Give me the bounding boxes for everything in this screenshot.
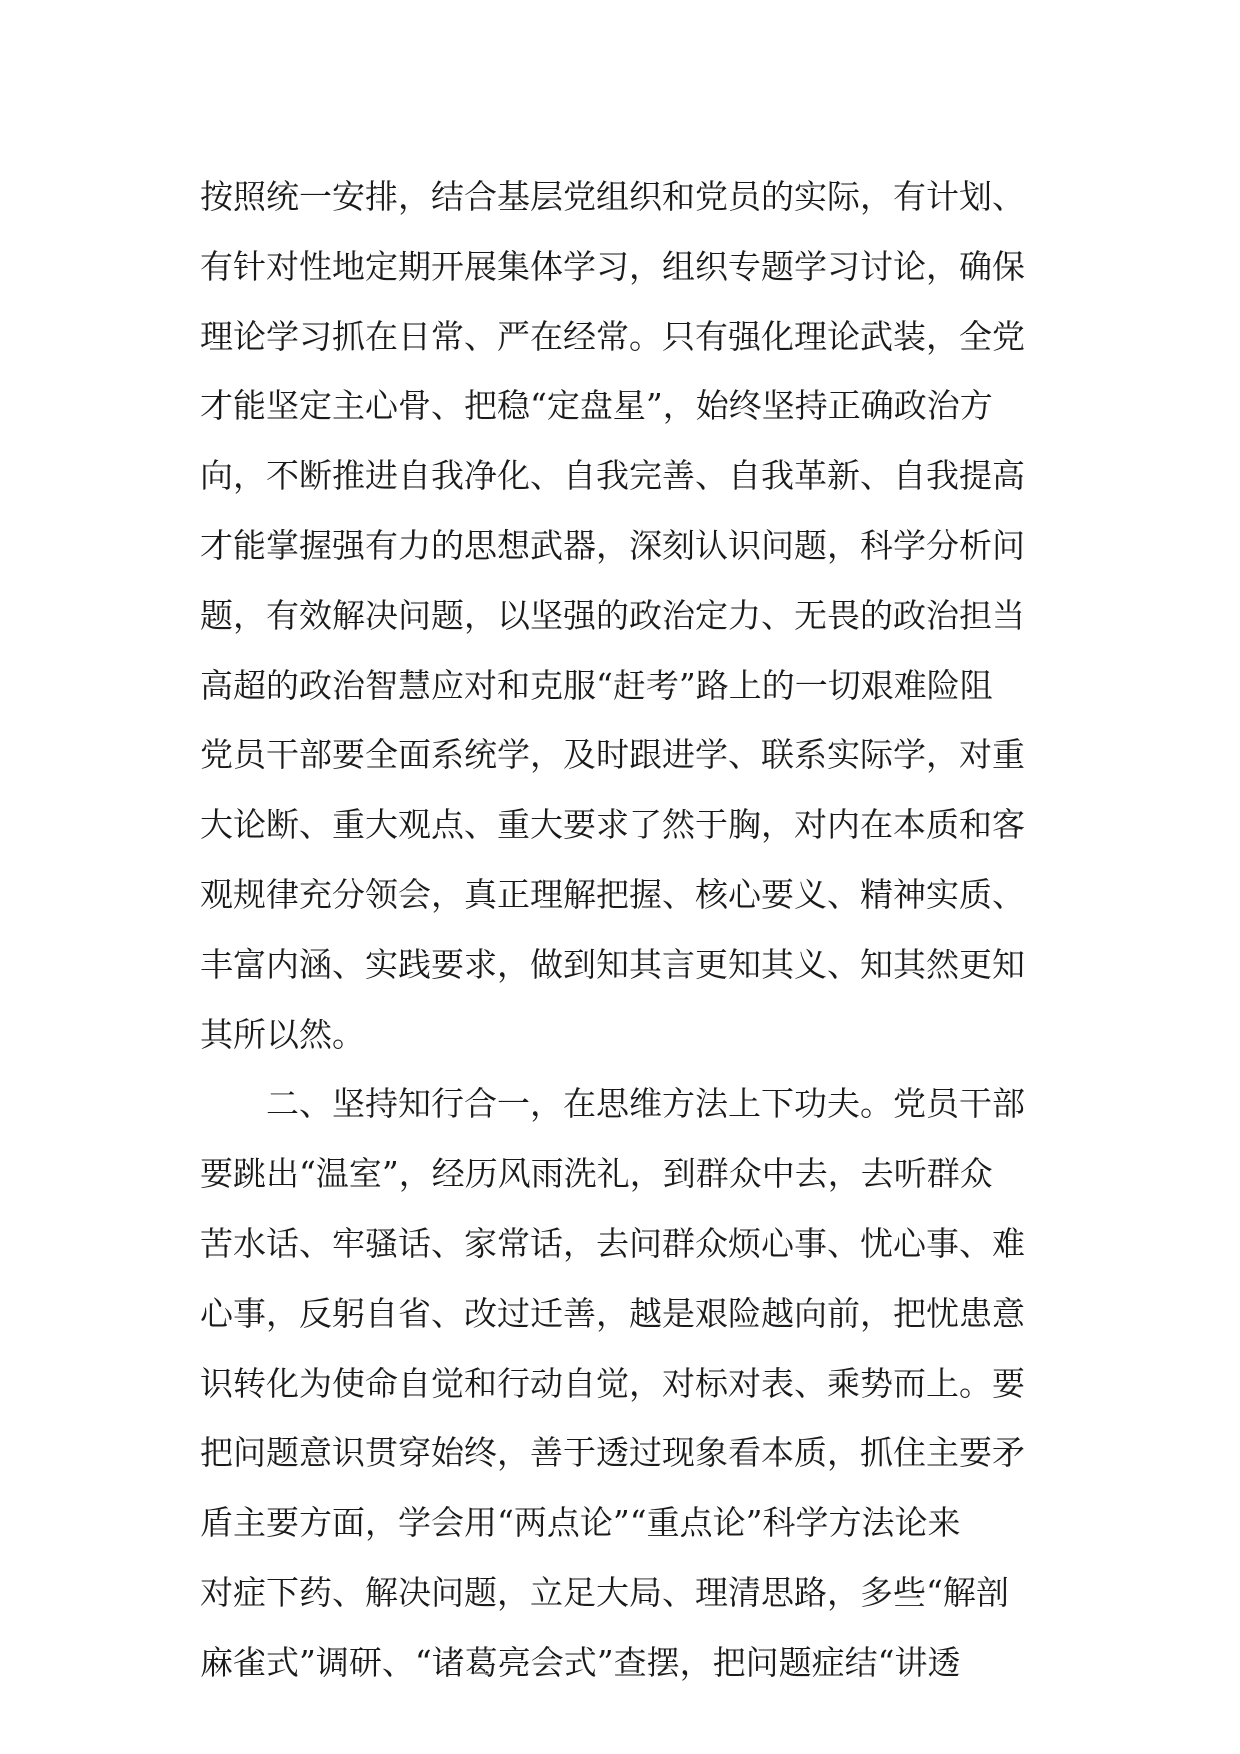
section-heading-line: 二、坚持知行合一，在思维方法上下功夫。党员干部 (200, 1084, 1025, 1124)
body-text (200, 162, 1060, 1698)
text-line: 题，有效解决问题，以坚强的政治定力、无畏的政治担当 (200, 595, 1025, 635)
text-line: 高超的政治智慧应对和克服“赶考”路上的一切艰难险阻 (200, 665, 993, 705)
text-line: 观规律充分领会，真正理解把握、核心要义、精神实质、 (200, 874, 1025, 914)
text-line: 向，不断推进自我净化、自我完善、自我革新、自我提高 (200, 456, 1025, 496)
text-line: 麻雀式”调研、“诸葛亮会式”查摆，把问题症结“讲透 (200, 1642, 961, 1682)
text-line: 理论学习抓在日常、严在经常。只有强化理论武装，全党 (200, 316, 1025, 356)
text-line: 盾主要方面，学会用“两点论”“重点论”科学方法论来 (200, 1503, 961, 1543)
text-line: 要跳出“温室”，经历风雨洗礼，到群众中去，去听群众 (200, 1154, 993, 1194)
text-line: 苦水话、牢骚话、家常话，去问群众烦心事、忧心事、难 (200, 1223, 1025, 1263)
text-line: 对症下药、解决问题，立足大局、理清思路，多些“解剖 (200, 1572, 1009, 1612)
text-line: 把问题意识贯穿始终，善于透过现象看本质，抓住主要矛 (200, 1433, 1025, 1473)
text-line: 心事，反躬自省、改过迁善，越是艰险越向前，把忧患意 (200, 1293, 1025, 1333)
text-line: 按照统一安排，结合基层党组织和党员的实际，有计划、 (200, 177, 1025, 216)
text-line: 才能坚定主心骨、把稳“定盘星”，始终坚持正确政治方 (200, 386, 993, 426)
text-line: 识转化为使命自觉和行动自觉，对标对表、乘势而上。要 (200, 1363, 1025, 1403)
text-line: 有针对性地定期开展集体学习，组织专题学习讨论，确保 (200, 246, 1025, 286)
text-line: 大论断、重大观点、重大要求了然于胸，对内在本质和客 (200, 805, 1025, 845)
text-line: 才能掌握强有力的思想武器，深刻认识问题，科学分析问 (200, 525, 1025, 565)
text-line: 丰富内涵、实践要求，做到知其言更知其义、知其然更知 (200, 944, 1025, 984)
text-line: 其所以然。 (200, 1014, 365, 1054)
text-line: 党员干部要全面系统学，及时跟进学、联系实际学，对重 (200, 735, 1025, 775)
